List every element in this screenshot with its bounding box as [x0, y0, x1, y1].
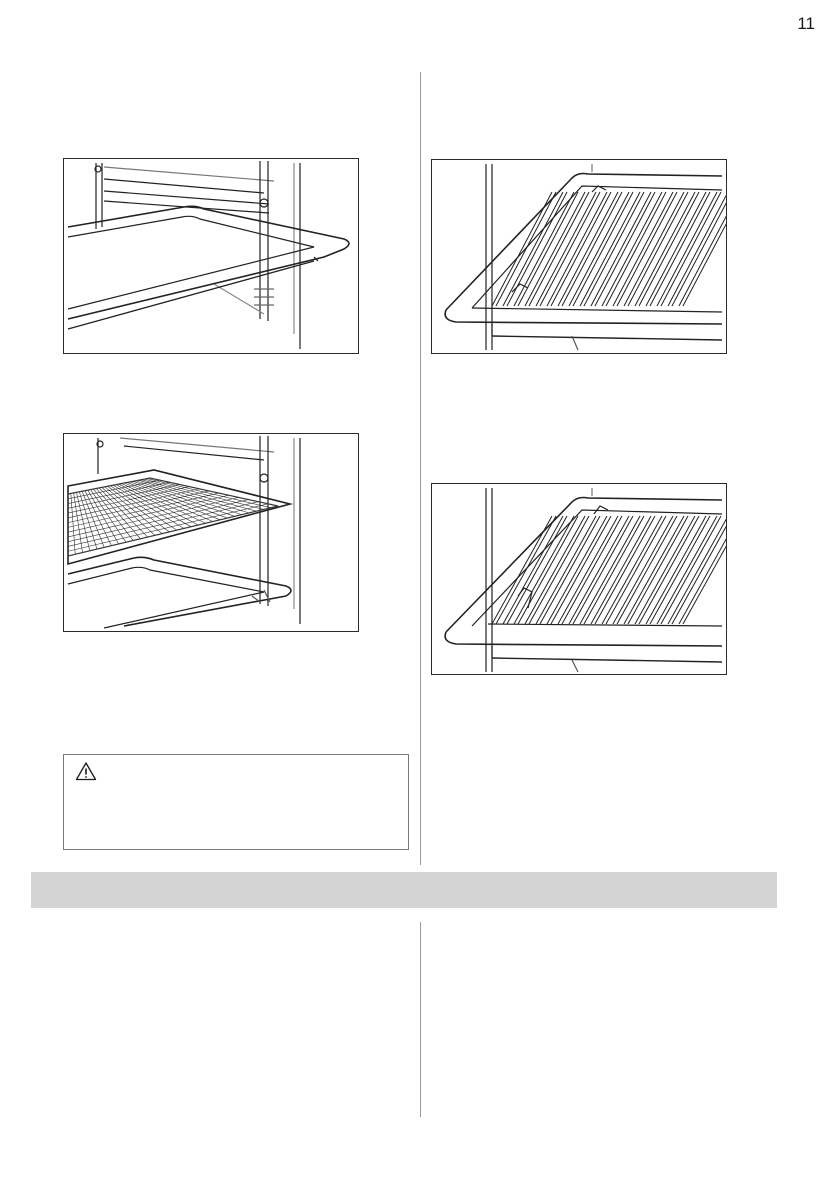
illustration-stroke [573, 516, 633, 624]
illustration-stroke [551, 516, 611, 624]
illustration-stroke [628, 516, 688, 624]
grill-pan-illustration-1 [432, 160, 726, 353]
illustration-stroke [562, 192, 622, 306]
illustration-stroke [661, 516, 721, 624]
illustration-stroke [547, 516, 607, 624]
illustration-stroke [529, 192, 589, 306]
illustration-stroke [639, 516, 699, 624]
illustration-stroke [657, 192, 717, 306]
illustration-stroke [525, 192, 585, 306]
illustration-stroke [507, 192, 567, 306]
illustration-stroke [624, 192, 684, 306]
illustration-stroke [503, 192, 563, 306]
illustration-stroke [569, 192, 629, 306]
illustration-stroke [580, 192, 640, 306]
illustration-stroke [68, 500, 248, 542]
warning-box [63, 754, 409, 850]
grill-pan-illustration-2 [432, 484, 726, 674]
illustration-stroke [551, 192, 611, 306]
illustration-stroke [518, 192, 578, 306]
illustration-stroke [617, 192, 677, 306]
illustration-stroke [606, 516, 666, 624]
illustration-stroke [595, 192, 655, 306]
illustration-stroke [635, 516, 695, 624]
illustration-stroke [518, 516, 578, 624]
illustration-stroke [628, 192, 688, 306]
illustration-stroke [547, 192, 607, 306]
column-divider-top [420, 72, 421, 865]
illustration-stroke [613, 192, 673, 306]
illustration-stroke [584, 192, 644, 306]
illustration-stroke [492, 192, 552, 306]
figure-grill-in-pan-2 [431, 483, 727, 675]
illustration-stroke [606, 192, 666, 306]
illustration-stroke [536, 516, 596, 624]
illustration-stroke [595, 516, 655, 624]
illustration-stroke [558, 192, 618, 306]
figure-wire-shelf-and-tray [63, 433, 359, 632]
illustration-stroke [68, 506, 278, 556]
illustration-stroke [558, 516, 618, 624]
illustration-stroke [646, 192, 706, 306]
figure-baking-tray [63, 158, 359, 354]
illustration-stroke [503, 516, 563, 624]
illustration-stroke [591, 192, 651, 306]
page-number: 11 [797, 14, 815, 33]
illustration-stroke [584, 516, 644, 624]
column-divider-bottom [420, 922, 421, 1117]
illustration-stroke [613, 516, 673, 624]
illustration-stroke [540, 516, 600, 624]
baking-tray-illustration [64, 159, 358, 353]
illustration-stroke [540, 192, 600, 306]
illustration-stroke [514, 192, 574, 306]
section-heading-band [31, 872, 777, 908]
illustration-stroke [569, 516, 629, 624]
illustration-stroke [562, 516, 622, 624]
illustration-stroke [536, 192, 596, 306]
illustration-stroke [646, 516, 706, 624]
illustration-stroke [624, 516, 684, 624]
illustration-stroke [635, 192, 695, 306]
illustration-stroke [657, 516, 717, 624]
illustration-stroke [650, 192, 710, 306]
illustration-stroke [650, 516, 710, 624]
illustration-stroke [68, 482, 170, 503]
illustration-stroke [529, 516, 589, 624]
illustration-stroke [68, 478, 150, 494]
warning-triangle-icon [75, 761, 97, 781]
illustration-stroke [68, 502, 258, 547]
wire-shelf-tray-illustration [64, 434, 358, 631]
illustration-stroke [617, 516, 677, 624]
illustration-stroke [507, 516, 567, 624]
illustration-stroke [514, 516, 574, 624]
illustration-stroke [525, 516, 585, 624]
illustration-stroke [492, 516, 552, 624]
illustration-stroke [602, 516, 662, 624]
figure-grill-in-pan-1 [431, 159, 727, 354]
illustration-stroke [661, 192, 721, 306]
illustration-stroke [580, 516, 640, 624]
illustration-stroke [602, 192, 662, 306]
illustration-stroke [639, 192, 699, 306]
illustration-stroke [591, 516, 651, 624]
illustration-stroke [573, 192, 633, 306]
